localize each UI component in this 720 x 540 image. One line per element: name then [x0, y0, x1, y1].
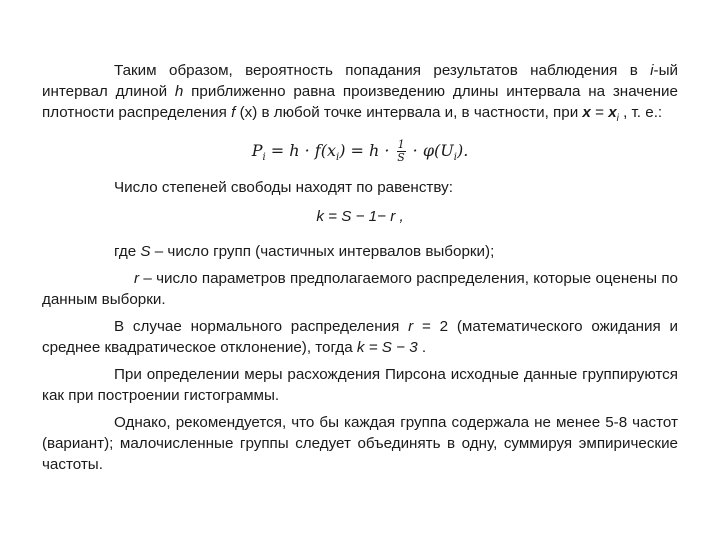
- fraction-1-over-s: [397, 139, 406, 164]
- fraction-denominator: S: [397, 151, 405, 165]
- fraction-numerator: 1: [397, 138, 405, 152]
- text-fragment: = 2 (математического ожидания и среднее квадратическое отклонение), тогда: [42, 318, 678, 357]
- var-s: S: [140, 243, 151, 261]
- equation-k: k = S − 3: [356, 339, 418, 357]
- formula-part: P: [251, 141, 263, 161]
- formula-probability: [42, 135, 678, 167]
- text-fragment: где: [114, 243, 141, 261]
- var-i: i: [650, 62, 654, 79]
- paragraph-normal-distribution: [42, 316, 678, 358]
- var-r: r: [134, 270, 140, 288]
- text-fragment: – число групп (частичных интервалов выборки);: [150, 243, 495, 261]
- text-fragment: =: [590, 104, 609, 121]
- formula-part: = h · f(x: [265, 141, 336, 161]
- paragraph-where-r: [42, 268, 678, 310]
- formula-subscript: i: [453, 152, 457, 164]
- formula-degrees-of-freedom: k = S − 1− r ,: [316, 208, 404, 226]
- paragraph-pearson: При определении меры расхождения Пирсона исходные данные группируются как при построении гистограммы.: [42, 366, 678, 405]
- text-fragment: , т. е.:: [618, 104, 663, 121]
- formula-subscript: i: [335, 152, 340, 164]
- formula-part: · φ(U: [407, 141, 454, 161]
- formula-subscript: i: [262, 152, 266, 164]
- paragraph-probability: [42, 60, 678, 129]
- document-page: [42, 60, 678, 481]
- text-fragment: в любой точке интервала и, в частности, при: [257, 104, 583, 121]
- paragraph-recommendation: Однако, рекомендуется, что бы каждая группа содержала не менее 5-8 частот (вариант); малочисленные группы следует объединять в одну, суммируя эмпирические частоты.: [42, 414, 678, 474]
- text-fragment: – число параметров предполагаемого распределения, которые оценены по данным выборки.: [42, 270, 678, 309]
- text-fragment: приближенно равна произведению длины интервала на значение плотности распределения: [42, 83, 678, 121]
- subscript-i: i: [616, 113, 619, 125]
- var-fx: (x): [239, 104, 258, 121]
- paragraph-where-s: [42, 241, 678, 262]
- var-h: h: [174, 83, 184, 100]
- text-fragment: .: [417, 339, 427, 357]
- text-fragment: -ый интервал длиной: [42, 62, 678, 100]
- text-fragment: В случае нормального распределения: [114, 318, 409, 336]
- formula-part: ) = h ·: [339, 141, 395, 161]
- formula-part: ).: [456, 141, 469, 161]
- var-f: f: [231, 104, 236, 121]
- var-xi: x: [608, 104, 617, 121]
- paragraph-degrees-of-freedom: Число степеней свободы находят по равенству:: [114, 179, 453, 197]
- text-fragment: Таким образом, вероятность попадания результатов наблюдения в: [114, 62, 651, 79]
- var-r: r: [408, 318, 414, 336]
- var-x: x: [582, 104, 591, 121]
